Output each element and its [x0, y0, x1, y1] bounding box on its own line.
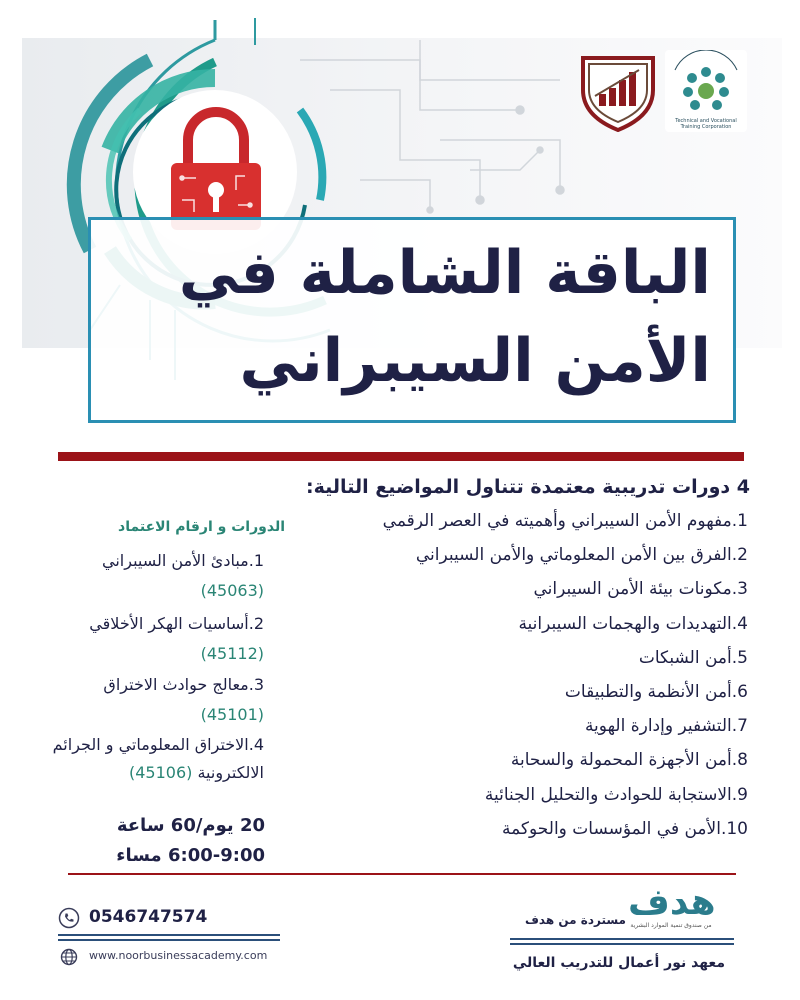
funded-label: مستردة من هدف [524, 913, 626, 927]
list-item: 3.مكونات بيئة الأمن السيبراني [533, 579, 748, 600]
topics-list [278, 511, 748, 853]
course-item [40, 546, 264, 606]
list-item: 8.أمن الأجهزة المحمولة والسحابة [510, 750, 748, 771]
tvtc-logo [665, 50, 747, 132]
course-item [40, 670, 264, 730]
page-title-line-1: الباقة الشاملة في [178, 238, 711, 308]
list-item: 6.أمن الأنظمة والتطبيقات [564, 681, 748, 702]
contact-divider-1 [58, 934, 280, 936]
list-item: 5.أمن الشبكات [638, 647, 748, 668]
course-code: (45063) [200, 581, 264, 600]
course-item [40, 609, 264, 669]
title-frame [88, 217, 736, 423]
list-item: 1.مفهوم الأمن السيبراني وأهميته في العصر الرقمي [382, 511, 748, 531]
course-name: 4.الاختراق المعلوماتي و الجرائم الالكترونية [52, 735, 264, 782]
list-item: 2.الفرق بين الأمن المعلوماتي والأمن السيبراني [415, 545, 748, 566]
course-item [40, 731, 264, 787]
list-item: 4.التهديدات والهجمات السيبرانية [518, 613, 748, 634]
list-item: 7.التشفير وإدارة الهوية [584, 716, 748, 737]
course-code: (45106) [128, 763, 193, 782]
footer-divider [68, 873, 736, 875]
schedule-duration: 20 يوم/60 ساعة [116, 815, 265, 836]
topics-heading: 4 دورات تدريبية معتمدة تتناول المواضيع التالية: [306, 476, 750, 498]
course-code: (45112) [200, 644, 264, 663]
contact-divider-2 [58, 939, 280, 941]
course-name: 1.مبادئ الأمن السيبراني [102, 551, 264, 570]
hadaf-logo: هدف [628, 882, 716, 923]
list-item: 9.الاستجابة للحوادث والتحليل الجنائية [484, 784, 748, 805]
shield-chart-logo [577, 50, 659, 132]
globe-icon [60, 948, 78, 966]
website-link[interactable]: www.noorbusinessacademy.com [89, 949, 268, 962]
institute-name: معهد نور أعمال للتدريب العالي [512, 955, 725, 971]
phone-number[interactable]: 0546747574 [89, 907, 208, 927]
course-name: 3.معالج حوادث الاختراق [103, 675, 264, 694]
phone-icon [58, 907, 80, 929]
sponsor-divider-2 [510, 943, 734, 945]
page-title-line-2: الأمن السيبراني [239, 326, 711, 396]
divider-bar [58, 452, 744, 461]
tvtc-caption: Technical and Vocational Training Corporation [675, 118, 737, 130]
sponsor-divider-1 [510, 938, 734, 940]
course-code: (45101) [200, 705, 264, 724]
course-name: 2.أساسيات الهكر الأخلاقي [89, 614, 264, 633]
courses-heading: الدورات و ارقام الاعتماد [118, 519, 285, 535]
hadaf-subtitle: من صندوق تنمية الموارد البشرية [630, 922, 712, 929]
list-item: 10.الأمن في المؤسسات والحوكمة [501, 818, 748, 839]
schedule-time: 6:00-9:00 مساء [116, 845, 265, 866]
